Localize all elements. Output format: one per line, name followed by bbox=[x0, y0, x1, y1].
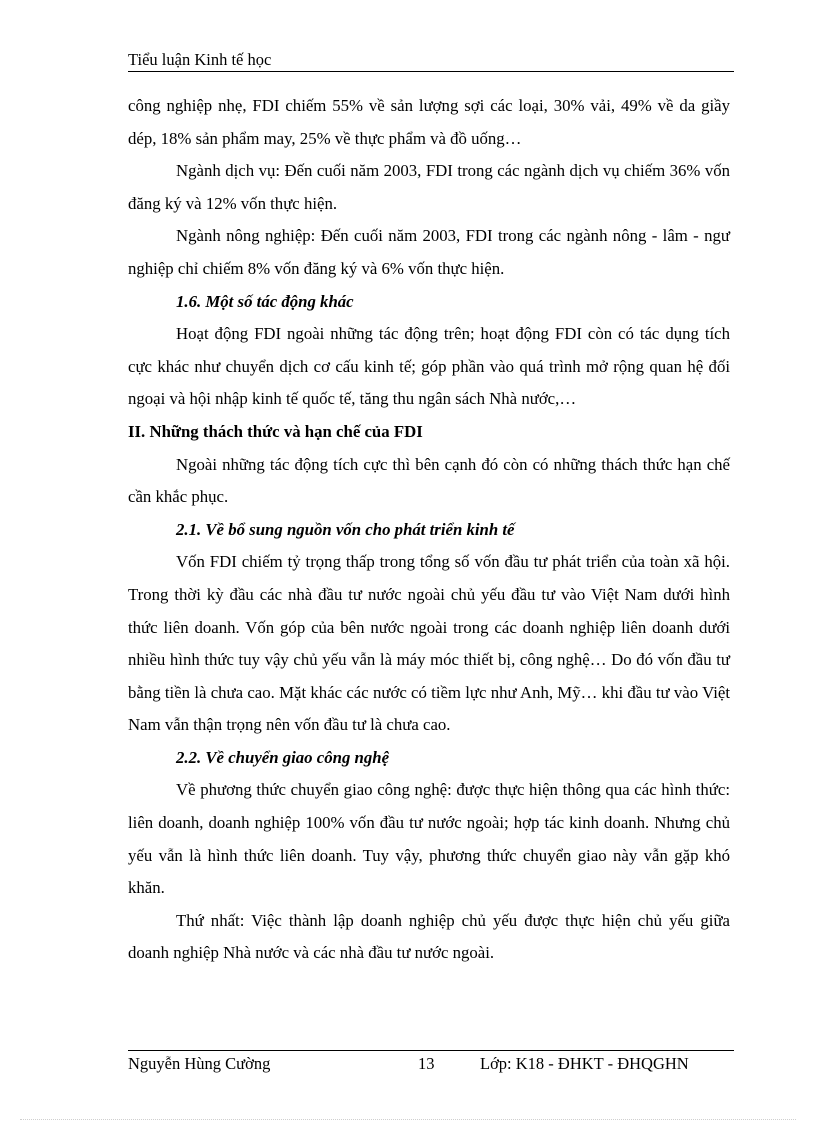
section-heading-1-6: 1.6. Một số tác động khác bbox=[176, 291, 354, 311]
paragraph: Ngành nông nghiệp: Đến cuối năm 2003, FDI trong các ngành nông - lâm - ngư nghiệp chỉ chiếm 8% vốn đăng ký và 6% vốn thực hiện. bbox=[128, 226, 730, 278]
paragraph: công nghiệp nhẹ, FDI chiếm 55% về sản lượng sợi các loại, 30% vải, 49% về da giầy dép, 18% sản phẩm may, 25% về thực phẩm và đồ uống… bbox=[128, 96, 730, 148]
paragraph: Về phương thức chuyển giao công nghệ: được thực hiện thông qua các hình thức: liên doanh, doanh nghiệp 100% vốn đầu tư nước ngoài; hợp tác kinh doanh. Nhưng chủ yếu vẫn là hình thức liên doanh. Tuy vậy, phương thức chuyển giao này vẫn gặp khó khăn. bbox=[128, 780, 730, 898]
paragraph: Hoạt động FDI ngoài những tác động trên; hoạt động FDI còn có tác dụng tích cực khác như chuyển dịch cơ cấu kinh tế; góp phần vào quá trình mở rộng quan hệ đối ngoại và hội nhập kinh tế quốc tế, tăng thu ngân sách Nhà nước,… bbox=[128, 324, 730, 409]
section-heading-2-1: 2.1. Về bổ sung nguồn vốn cho phát triển kinh tế bbox=[176, 519, 515, 539]
page-number: 13 bbox=[418, 1054, 435, 1073]
section-heading-2-2: 2.2. Về chuyển giao công nghệ bbox=[176, 747, 390, 767]
footer-class-info: Lớp: K18 - ĐHKT - ĐHQGHN bbox=[480, 1054, 689, 1073]
section-heading-II: II. Những thách thức và hạn chế của FDI bbox=[128, 421, 423, 441]
footer-rule bbox=[128, 1050, 734, 1051]
running-header: Tiểu luận Kinh tế học bbox=[128, 50, 272, 69]
footer-author: Nguyễn Hùng Cường bbox=[128, 1054, 271, 1073]
page-body bbox=[128, 90, 730, 970]
header-rule bbox=[128, 71, 734, 72]
paragraph: Ngoài những tác động tích cực thì bên cạnh đó còn có những thách thức hạn chế cần khắc phục. bbox=[128, 454, 730, 507]
paragraph: Ngành dịch vụ: Đến cuối năm 2003, FDI trong các ngành dịch vụ chiếm 36% vốn đăng ký và 12% vốn thực hiện. bbox=[128, 161, 730, 213]
paragraph: Thứ nhất: Việc thành lập doanh nghiệp chủ yếu được thực hiện chủ yếu giữa doanh nghiệp Nhà nước và các nhà đầu tư nước ngoài. bbox=[128, 910, 730, 963]
paragraph: Vốn FDI chiếm tỷ trọng thấp trong tổng số vốn đầu tư phát triển của toàn xã hội. Trong thời kỳ đầu các nhà đầu tư nước ngoài chủ yếu đầu tư vào Việt Nam dưới hình thức liên doanh. Vốn góp của bên nước ngoài trong các doanh nghiệp liên doanh dưới nhiều hình thức tuy vậy chủ yếu vẫn là máy móc thiết bị, công nghệ… Do đó vốn đầu tư bằng tiền là chưa cao. Mặt khác các nước có tiềm lực như Anh, Mỹ… khi đầu tư vào Việt Nam vẫn thận trọng nên vốn đầu tư là chưa cao. bbox=[128, 552, 730, 735]
page-footer bbox=[128, 1054, 734, 1078]
page-edge-divider bbox=[20, 1119, 796, 1120]
